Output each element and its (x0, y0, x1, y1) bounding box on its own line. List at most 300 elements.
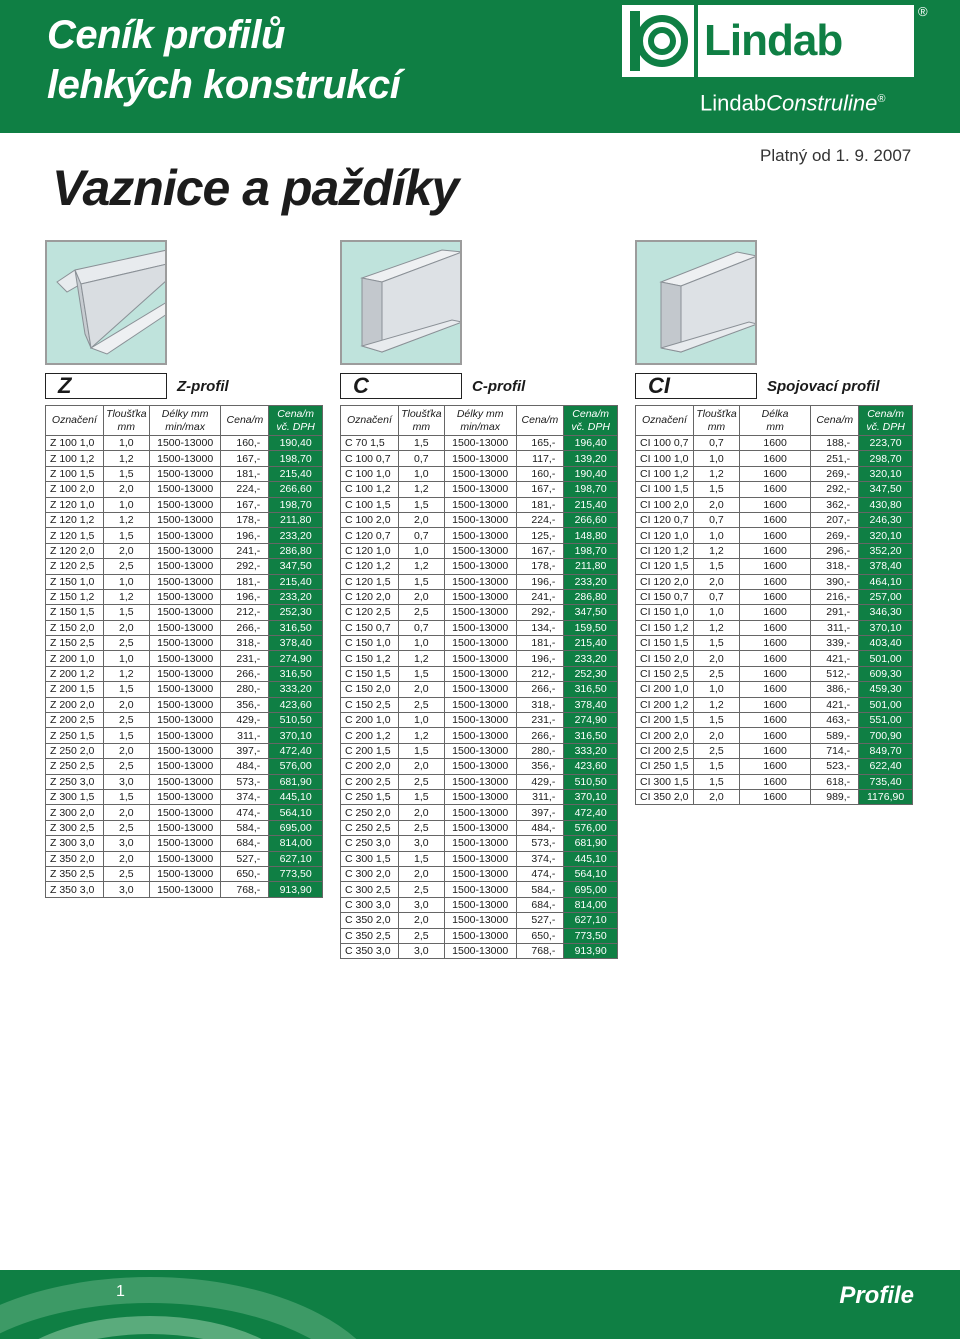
table-cell: 609,30 (859, 666, 913, 681)
table-cell: 318,- (811, 559, 859, 574)
table-cell: 316,50 (269, 666, 323, 681)
table-cell: 1600 (739, 713, 810, 728)
table-cell: C 120 1,2 (341, 559, 399, 574)
table-row (46, 497, 323, 512)
table-cell: 564,10 (564, 866, 618, 881)
table-cell: 1,2 (103, 512, 149, 527)
table-cell: 370,10 (269, 728, 323, 743)
table-row (46, 697, 323, 712)
table-cell: 1500-13000 (444, 497, 516, 512)
table-cell: C 150 1,0 (341, 636, 399, 651)
table-cell: 576,00 (269, 759, 323, 774)
table-row (341, 928, 618, 943)
table-cell: 1,0 (398, 543, 444, 558)
table-cell: 1,5 (398, 574, 444, 589)
table-cell: 0,7 (693, 436, 739, 451)
table-row (636, 482, 913, 497)
table-cell: 2,0 (103, 743, 149, 758)
table-row (341, 605, 618, 620)
table-cell: 223,70 (859, 436, 913, 451)
table-row (46, 851, 323, 866)
table-row (636, 728, 913, 743)
table-cell: 296,- (811, 543, 859, 558)
table-cell: 390,- (811, 574, 859, 589)
table-cell: 1500-13000 (444, 682, 516, 697)
registered-mark: ® (918, 4, 928, 19)
table-cell: 224,- (221, 482, 269, 497)
table-cell: 1,0 (103, 436, 149, 451)
table-row (341, 466, 618, 481)
table-cell: 1500-13000 (444, 851, 516, 866)
table-cell: 1500-13000 (149, 512, 221, 527)
table-cell: 1600 (739, 512, 810, 527)
table-row (46, 728, 323, 743)
table-cell: 196,- (516, 574, 564, 589)
table-cell: 1500-13000 (149, 805, 221, 820)
table-cell: 681,90 (269, 774, 323, 789)
table-cell: 1500-13000 (149, 743, 221, 758)
table-cell: 622,40 (859, 759, 913, 774)
table-cell: 484,- (221, 759, 269, 774)
table-cell: 403,40 (859, 636, 913, 651)
table-cell: 0,7 (693, 512, 739, 527)
table-cell: 1500-13000 (149, 589, 221, 604)
table-cell: 318,- (516, 697, 564, 712)
table-cell: 1500-13000 (444, 789, 516, 804)
table-cell: 735,40 (859, 774, 913, 789)
table-cell: 445,10 (564, 851, 618, 866)
table-cell: C 150 1,2 (341, 651, 399, 666)
table-cell: 1500-13000 (444, 713, 516, 728)
table-row (341, 620, 618, 635)
table-row (341, 728, 618, 743)
table-cell: 286,80 (564, 589, 618, 604)
table-cell: 1,2 (103, 451, 149, 466)
column-header: Tloušťka mm (103, 406, 149, 436)
table-cell: 464,10 (859, 574, 913, 589)
table-cell: 849,70 (859, 743, 913, 758)
table-cell: C 250 2,0 (341, 805, 399, 820)
table-cell: C 350 2,5 (341, 928, 399, 943)
table-cell: 1500-13000 (149, 851, 221, 866)
table-cell: Z 300 2,0 (46, 805, 104, 820)
table-cell: Z 150 2,5 (46, 636, 104, 651)
table-cell: 1,5 (398, 743, 444, 758)
table-cell: C 350 3,0 (341, 943, 399, 958)
table-cell: 1600 (739, 789, 810, 804)
table-cell: 181,- (221, 466, 269, 481)
table-cell: 681,90 (564, 836, 618, 851)
table-cell: C 150 2,0 (341, 682, 399, 697)
table-cell: C 200 1,0 (341, 713, 399, 728)
table-cell: C 120 1,0 (341, 543, 399, 558)
table-row (341, 512, 618, 527)
ci-profile-image (635, 240, 757, 365)
table-row (341, 851, 618, 866)
table-row (46, 482, 323, 497)
table-cell: 2,0 (693, 728, 739, 743)
table-row (636, 651, 913, 666)
table-cell: 266,- (516, 728, 564, 743)
table-cell: 316,50 (564, 682, 618, 697)
table-cell: 501,00 (859, 651, 913, 666)
table-cell: 2,0 (398, 682, 444, 697)
table-cell: CI 100 1,0 (636, 451, 694, 466)
table-cell: Z 200 1,5 (46, 682, 104, 697)
table-cell: 160,- (221, 436, 269, 451)
table-cell: 1600 (739, 682, 810, 697)
table-cell: 1600 (739, 620, 810, 635)
table-cell: C 120 2,5 (341, 605, 399, 620)
table-cell: 1500-13000 (444, 928, 516, 943)
table-cell: 167,- (516, 482, 564, 497)
table-cell: CI 200 1,0 (636, 682, 694, 697)
table-cell: 1500-13000 (444, 759, 516, 774)
table-cell: 159,50 (564, 620, 618, 635)
table-row (636, 774, 913, 789)
table-row (341, 759, 618, 774)
table-cell: 1,2 (398, 559, 444, 574)
table-cell: 1,5 (693, 713, 739, 728)
table-cell: 347,50 (564, 605, 618, 620)
table-row (46, 589, 323, 604)
lindab-logo (622, 5, 914, 77)
table-cell: 2,0 (398, 913, 444, 928)
table-cell: 2,5 (103, 559, 149, 574)
table-cell: Z 350 2,0 (46, 851, 104, 866)
table-cell: C 200 2,5 (341, 774, 399, 789)
table-cell: CI 120 0,7 (636, 512, 694, 527)
table-cell: Z 300 3,0 (46, 836, 104, 851)
main-title (47, 10, 400, 110)
table-cell: 1600 (739, 482, 810, 497)
table-row (46, 651, 323, 666)
z-section-name: Z-profil (177, 378, 229, 395)
table-cell: CI 350 2,0 (636, 789, 694, 804)
table-row (341, 866, 618, 881)
table-cell: 2,0 (103, 620, 149, 635)
table-cell: C 100 0,7 (341, 451, 399, 466)
column-header: Cena/m vč. DPH (859, 406, 913, 436)
table-cell: CI 200 1,5 (636, 713, 694, 728)
table-cell: 700,90 (859, 728, 913, 743)
table-header-row (341, 406, 618, 436)
table-cell: C 300 1,5 (341, 851, 399, 866)
table-cell: 2,0 (103, 805, 149, 820)
table-cell: 139,20 (564, 451, 618, 466)
table-row (341, 697, 618, 712)
table-cell: 1500-13000 (149, 713, 221, 728)
table-cell: Z 100 1,0 (46, 436, 104, 451)
table-cell: 650,- (221, 866, 269, 881)
table-cell: 1600 (739, 743, 810, 758)
table-cell: 198,70 (269, 451, 323, 466)
table-cell: 1500-13000 (444, 866, 516, 881)
column-header: Cena/m vč. DPH (269, 406, 323, 436)
table-cell: 1,5 (693, 774, 739, 789)
table-cell: 266,60 (269, 482, 323, 497)
c-section-name: C-profil (472, 378, 526, 395)
column-header: Cena/m (516, 406, 564, 436)
table-cell: 474,- (221, 805, 269, 820)
table-row (46, 713, 323, 728)
table-cell: C 150 0,7 (341, 620, 399, 635)
table-row (46, 666, 323, 681)
table-cell: 1,2 (693, 543, 739, 558)
table-row (341, 805, 618, 820)
table-cell: 1500-13000 (444, 574, 516, 589)
table-cell: 397,- (221, 743, 269, 758)
table-cell: 1500-13000 (444, 882, 516, 897)
table-cell: 167,- (516, 543, 564, 558)
table-cell: 1500-13000 (149, 866, 221, 881)
table-cell: 320,10 (859, 528, 913, 543)
table-cell: 1500-13000 (149, 697, 221, 712)
table-cell: 1600 (739, 497, 810, 512)
table-cell: C 100 1,5 (341, 497, 399, 512)
table-row (636, 682, 913, 697)
table-cell: 1500-13000 (149, 682, 221, 697)
lindab-logo-word: Lindab (698, 5, 914, 77)
table-row (46, 620, 323, 635)
table-row (341, 436, 618, 451)
table-cell: 266,- (221, 620, 269, 635)
table-cell: 196,- (516, 651, 564, 666)
table-row (636, 666, 913, 681)
table-cell: 1500-13000 (444, 805, 516, 820)
table-row (341, 589, 618, 604)
table-row (636, 466, 913, 481)
table-cell: 165,- (516, 436, 564, 451)
column-header: Délky mm min/max (149, 406, 221, 436)
table-cell: 0,7 (398, 528, 444, 543)
table-cell: 1,5 (693, 759, 739, 774)
column-header: Označení (636, 406, 694, 436)
table-cell: 1500-13000 (444, 836, 516, 851)
table-cell: 1500-13000 (444, 620, 516, 635)
table-row (341, 482, 618, 497)
table-cell: C 200 2,0 (341, 759, 399, 774)
table-cell: 356,- (221, 697, 269, 712)
table-cell: 339,- (811, 636, 859, 651)
table-cell: 463,- (811, 713, 859, 728)
table-cell: C 250 2,5 (341, 820, 399, 835)
table-row (636, 497, 913, 512)
table-cell: 2,5 (398, 928, 444, 943)
table-cell: 768,- (221, 882, 269, 897)
column-header: Tloušťka mm (693, 406, 739, 436)
table-cell: 714,- (811, 743, 859, 758)
table-cell: 472,40 (564, 805, 618, 820)
table-row (341, 574, 618, 589)
table-cell: C 250 3,0 (341, 836, 399, 851)
table-cell: 1,5 (398, 497, 444, 512)
table-cell: 814,00 (269, 836, 323, 851)
table-cell: 913,90 (269, 882, 323, 897)
lindab-logo-mark-icon (622, 5, 694, 77)
table-cell: 551,00 (859, 713, 913, 728)
table-cell: 1500-13000 (149, 636, 221, 651)
table-cell: 2,5 (103, 713, 149, 728)
table-cell: 1500-13000 (444, 728, 516, 743)
table-cell: 1600 (739, 728, 810, 743)
table-row (636, 743, 913, 758)
table-cell: 233,20 (564, 574, 618, 589)
table-row (636, 436, 913, 451)
table-cell: Z 350 2,5 (46, 866, 104, 881)
table-cell: 3,0 (103, 836, 149, 851)
table-cell: 773,50 (564, 928, 618, 943)
table-cell: 564,10 (269, 805, 323, 820)
table-cell: Z 150 1,2 (46, 589, 104, 604)
table-cell: 3,0 (398, 943, 444, 958)
table-row (46, 466, 323, 481)
table-row (636, 559, 913, 574)
table-row (341, 666, 618, 681)
c-section-letter: C (353, 373, 369, 398)
table-cell: 316,50 (564, 728, 618, 743)
table-cell: CI 150 2,0 (636, 651, 694, 666)
table-cell: 181,- (221, 574, 269, 589)
table-cell: C 300 3,0 (341, 897, 399, 912)
table-cell: 1600 (739, 559, 810, 574)
table-cell: 241,- (221, 543, 269, 558)
table-cell: C 350 2,0 (341, 913, 399, 928)
table-row (341, 451, 618, 466)
table-cell: 1,5 (103, 528, 149, 543)
table-row (46, 759, 323, 774)
table-cell: 224,- (516, 512, 564, 527)
table-cell: 215,40 (269, 574, 323, 589)
table-cell: CI 100 2,0 (636, 497, 694, 512)
table-cell: Z 100 1,5 (46, 466, 104, 481)
table-cell: Z 200 1,0 (46, 651, 104, 666)
table-cell: 1500-13000 (149, 574, 221, 589)
table-cell: 212,- (516, 666, 564, 681)
table-row (46, 743, 323, 758)
table-cell: 1500-13000 (444, 528, 516, 543)
main-title-line1: Ceník profilů (47, 13, 285, 57)
table-cell: 1500-13000 (444, 913, 516, 928)
table-cell: 3,0 (103, 882, 149, 897)
table-cell: 768,- (516, 943, 564, 958)
table-cell: Z 120 1,5 (46, 528, 104, 543)
table-cell: 1600 (739, 605, 810, 620)
table-cell: 178,- (516, 559, 564, 574)
column-header: Tloušťka mm (398, 406, 444, 436)
table-cell: 198,70 (564, 482, 618, 497)
table-cell: 241,- (516, 589, 564, 604)
table-cell: 1,0 (398, 466, 444, 481)
table-cell: 1600 (739, 451, 810, 466)
z-section-letter: Z (58, 373, 72, 398)
table-cell: 627,10 (269, 851, 323, 866)
table-cell: 1,5 (103, 605, 149, 620)
ci-price-table (635, 405, 913, 805)
table-cell: 1500-13000 (444, 743, 516, 758)
table-cell: 347,50 (269, 559, 323, 574)
table-cell: 1600 (739, 543, 810, 558)
column-header: Cena/m vč. DPH (564, 406, 618, 436)
table-cell: 1600 (739, 466, 810, 481)
table-cell: 695,00 (564, 882, 618, 897)
table-row (341, 943, 618, 958)
table-cell: 459,30 (859, 682, 913, 697)
table-cell: 370,10 (564, 789, 618, 804)
table-cell: 1,0 (398, 713, 444, 728)
table-header-row (46, 406, 323, 436)
table-cell: CI 100 0,7 (636, 436, 694, 451)
table-cell: C 250 1,5 (341, 789, 399, 804)
table-cell: C 100 1,0 (341, 466, 399, 481)
table-cell: 684,- (221, 836, 269, 851)
table-cell: 1500-13000 (149, 651, 221, 666)
table-cell: 1500-13000 (149, 882, 221, 897)
table-cell: 1600 (739, 574, 810, 589)
table-cell: 125,- (516, 528, 564, 543)
table-cell: 1,0 (103, 497, 149, 512)
sub-brand-b: Construline (766, 90, 878, 116)
table-cell: 421,- (811, 651, 859, 666)
table-cell: 1500-13000 (149, 466, 221, 481)
valid-from: Platný od 1. 9. 2007 (760, 146, 912, 165)
table-cell: Z 120 2,5 (46, 559, 104, 574)
footer-band (0, 1270, 960, 1339)
table-cell: 576,00 (564, 820, 618, 835)
table-row (636, 759, 913, 774)
table-cell: 1500-13000 (444, 512, 516, 527)
table-cell: Z 200 1,2 (46, 666, 104, 681)
table-cell: 280,- (221, 682, 269, 697)
table-cell: 1600 (739, 528, 810, 543)
table-cell: 311,- (221, 728, 269, 743)
table-row (46, 682, 323, 697)
table-cell: 233,20 (564, 651, 618, 666)
table-row (46, 820, 323, 835)
table-cell: 362,- (811, 497, 859, 512)
table-row (341, 682, 618, 697)
table-row (341, 836, 618, 851)
table-cell: 1500-13000 (149, 451, 221, 466)
table-cell: CI 120 1,0 (636, 528, 694, 543)
table-cell: 2,5 (398, 605, 444, 620)
table-cell: C 200 1,5 (341, 743, 399, 758)
table-cell: 2,0 (398, 589, 444, 604)
table-cell: 134,- (516, 620, 564, 635)
table-cell: C 100 2,0 (341, 512, 399, 527)
table-cell: 1500-13000 (149, 528, 221, 543)
table-cell: 1,2 (398, 482, 444, 497)
table-cell: 0,7 (398, 451, 444, 466)
table-cell: 266,- (516, 682, 564, 697)
table-cell: 618,- (811, 774, 859, 789)
table-row (341, 913, 618, 928)
table-cell: 178,- (221, 512, 269, 527)
table-row (341, 528, 618, 543)
table-cell: 311,- (811, 620, 859, 635)
table-cell: 2,5 (103, 866, 149, 881)
table-cell: Z 150 1,5 (46, 605, 104, 620)
table-cell: 1600 (739, 759, 810, 774)
table-row (46, 451, 323, 466)
table-cell: 2,5 (398, 882, 444, 897)
table-row (341, 743, 618, 758)
table-cell: 1,0 (693, 682, 739, 697)
table-cell: 1600 (739, 589, 810, 604)
table-row (341, 559, 618, 574)
table-cell: 311,- (516, 789, 564, 804)
table-cell: CI 150 2,5 (636, 666, 694, 681)
